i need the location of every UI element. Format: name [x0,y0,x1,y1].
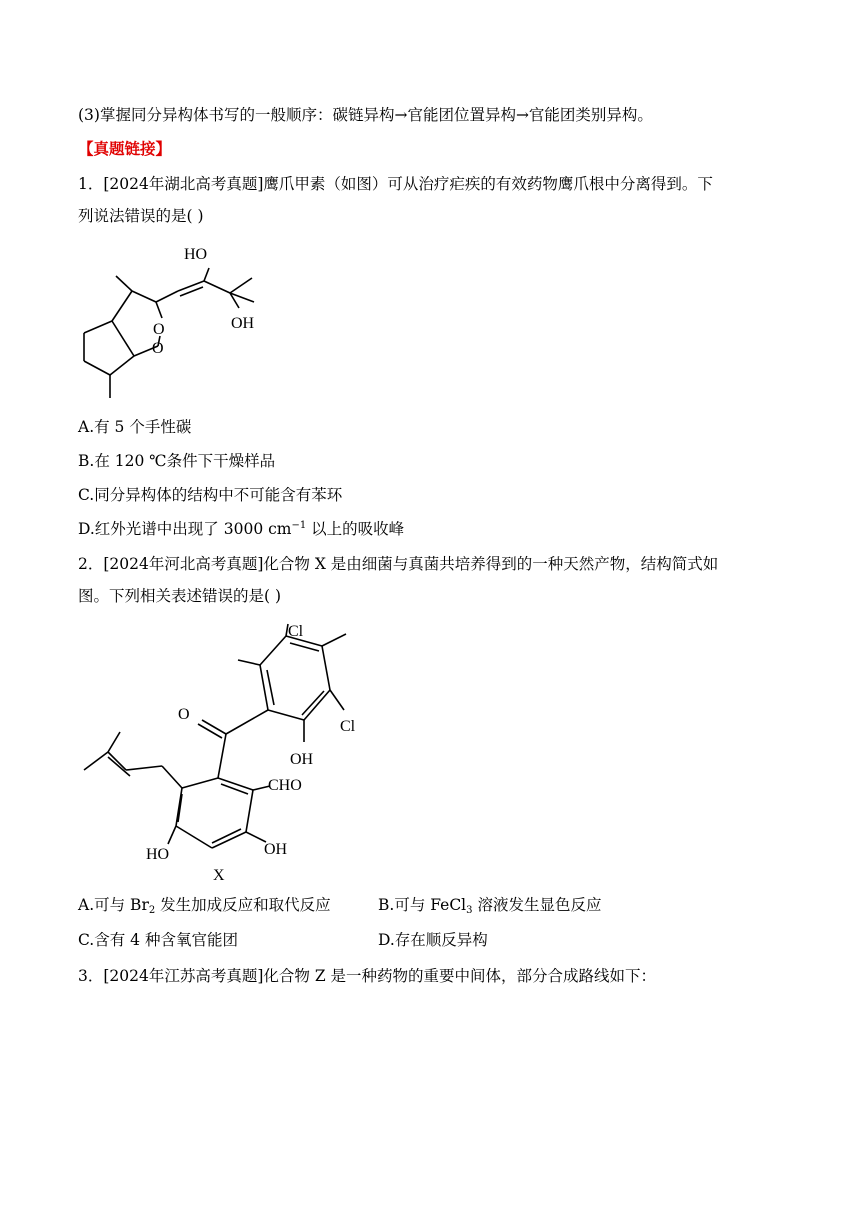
q2-label-ho: HO [146,846,170,863]
q2-option-a-subscript: 2 [148,905,156,916]
q2-option-b-text-end: 溶液发生显色反应 [472,896,602,914]
q2-label-oh1: OH [290,751,314,768]
intro-text: (3)掌握同分异构体书写的一般顺序：碳链异构→官能团位置异构→官能团类别异构。 [78,106,653,124]
q1-label-o1: O [153,321,165,338]
q1-option-d-superscript: −1 [291,520,307,531]
q1-stem-line1: 1．[2024年湖北高考真题]鹰爪甲素（如图）可从治疗疟疾的有效药物鹰爪根中分离得到。下 [78,175,713,193]
q2-label-o: O [178,706,190,723]
q2-label-oh2: OH [264,841,288,858]
q2-option-a-text: A.可与 Br [78,896,149,914]
q3-stem-line1: 3．[2024年江苏高考真题]化合物 Z 是一种药物的重要中间体，部分合成路线如下： [78,967,657,985]
q2-stem-line2: 图。下列相关表述错误的是( ) [78,587,282,605]
q2-stem-line1: 2．[2024年河北高考真题]化合物 X 是由细菌与真菌共培养得到的一种天然产物，结构简式如 [78,555,719,573]
q1-option-b: B.在 120 ℃条件下干燥样品 [78,452,276,470]
q1-stem-line2: 列说法错误的是( ) [78,207,204,225]
q2-option-b [378,894,601,916]
q1-label-oh: OH [231,315,255,332]
q1-label-ho: HO [184,246,208,263]
section-title: 【真题链接】 [78,139,172,158]
q2-label-cl2: Cl [340,718,356,735]
q2-option-a-text-end: 发生加成反应和取代反应 [155,896,331,914]
q1-option-d-text: D.红外光谱中出现了 3000 cm [78,520,292,538]
q2-structure [78,618,378,886]
q2-option-b-subscript: 3 [466,905,473,916]
q1-option-a: A.有 5 个手性碳 [78,418,192,436]
q2-option-a [78,894,331,916]
q1-structure [74,238,274,408]
q2-label-cl1: Cl [288,623,304,640]
q2-label-x: X [213,867,225,884]
q1-option-d [78,518,404,540]
q2-option-d: D.存在顺反异构 [378,931,488,949]
q2-option-b-text: B.可与 FeCl [378,896,467,914]
q1-label-o2: O [152,340,164,357]
q1-option-d-text-end: 以上的吸收峰 [306,520,405,538]
q2-label-cho: CHO [268,777,302,794]
q1-option-c: C.同分异构体的结构中不可能含有苯环 [78,486,343,504]
q2-option-c: C.含有 4 种含氧官能团 [78,931,238,949]
